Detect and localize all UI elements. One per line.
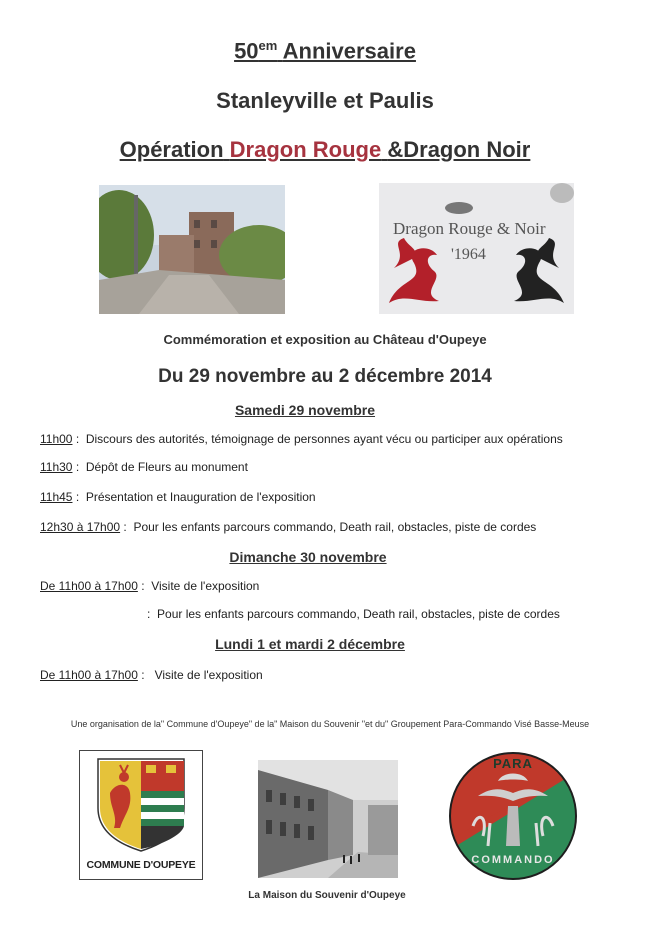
event-subtitle: Commémoration et exposition au Château d'Oupeye bbox=[163, 332, 487, 347]
para-commando-emblem bbox=[448, 751, 578, 881]
schedule-row: 11h45 : Présentation et Inauguration de l'exposition bbox=[40, 490, 316, 504]
day-heading-monday: Lundi 1 et mardi 2 décembre bbox=[215, 636, 405, 652]
organisation-line: Une organisation de la" Commune d'Oupeye" de la" Maison du Souvenir "et du" Groupement Para-Commando Visé Basse-Meuse bbox=[70, 719, 590, 729]
day-heading-sunday: Dimanche 30 novembre bbox=[229, 549, 387, 565]
commune-crest bbox=[79, 750, 203, 880]
schedule-row: De 11h00 à 17h00 : Visite de l'exposition bbox=[40, 668, 263, 682]
castle-photo bbox=[99, 185, 285, 314]
schedule-text: Discours des autorités, témoignage de personnes ayant vécu ou participer aux opérations bbox=[85, 432, 563, 446]
para-bottom-label: COMMANDO bbox=[471, 854, 555, 866]
schedule-time: 11h45 bbox=[40, 490, 73, 504]
schedule-row: : Pour les enfants parcours commando, Death rail, obstacles, piste de cordes bbox=[147, 607, 560, 621]
schedule-row: De 11h00 à 17h00 : Visite de l'exposition bbox=[40, 579, 260, 593]
schedule-time: De 11h00 à 17h00 bbox=[40, 579, 138, 593]
schedule-text: Visite de l'exposition bbox=[151, 579, 260, 593]
dragon-rouge-text: Dragon Rouge bbox=[229, 137, 382, 162]
maison-label: La Maison du Souvenir d'Oupeye bbox=[248, 890, 406, 901]
schedule-text: Pour les enfants parcours commando, Death rail, obstacles, piste de cordes bbox=[157, 607, 560, 621]
schedule-text: Présentation et Inauguration de l'exposition bbox=[85, 490, 316, 504]
schedule-text: Pour les enfants parcours commando, Death rail, obstacles, piste de cordes bbox=[133, 520, 537, 534]
dragon-banner-year: '1964 bbox=[451, 246, 486, 263]
anniv-word: Anniversaire bbox=[282, 38, 416, 64]
day-heading-saturday: Samedi 29 novembre bbox=[234, 402, 376, 418]
anniversary-title bbox=[0, 38, 650, 64]
dragon-banner-title: Dragon Rouge & Noir bbox=[393, 219, 546, 238]
places-title: Stanleyville et Paulis bbox=[216, 88, 434, 113]
schedule-row: 11h30 : Dépôt de Fleurs au monument bbox=[40, 460, 248, 474]
commune-label: COMMUNE D'OUPEYE bbox=[86, 859, 196, 871]
operation-title bbox=[0, 137, 650, 163]
event-dates: Du 29 novembre au 2 décembre 2014 bbox=[158, 366, 492, 387]
schedule-text: Visite de l'exposition bbox=[154, 668, 263, 682]
anniv-sup: em bbox=[258, 38, 278, 53]
dragon-banner bbox=[379, 183, 574, 314]
para-top-label: PARA bbox=[493, 756, 533, 771]
schedule-time: 12h30 à 17h00 bbox=[40, 520, 121, 534]
dragon-noir-text: &Dragon Noir bbox=[387, 137, 531, 162]
operation-prefix: Opération bbox=[119, 137, 224, 162]
schedule-time: 11h00 bbox=[40, 432, 73, 446]
maison-photo bbox=[258, 760, 398, 878]
schedule-text: Dépôt de Fleurs au monument bbox=[85, 460, 248, 474]
schedule-time: De 11h00 à 17h00 bbox=[40, 668, 138, 682]
schedule-row: 12h30 à 17h00 : Pour les enfants parcours commando, Death rail, obstacles, piste de cordes bbox=[40, 520, 537, 534]
schedule-time: 11h30 bbox=[40, 460, 73, 474]
schedule-row: 11h00 : Discours des autorités, témoignage de personnes ayant vécu ou participer aux opérations bbox=[40, 432, 563, 446]
anniv-number: 50 bbox=[234, 38, 259, 64]
